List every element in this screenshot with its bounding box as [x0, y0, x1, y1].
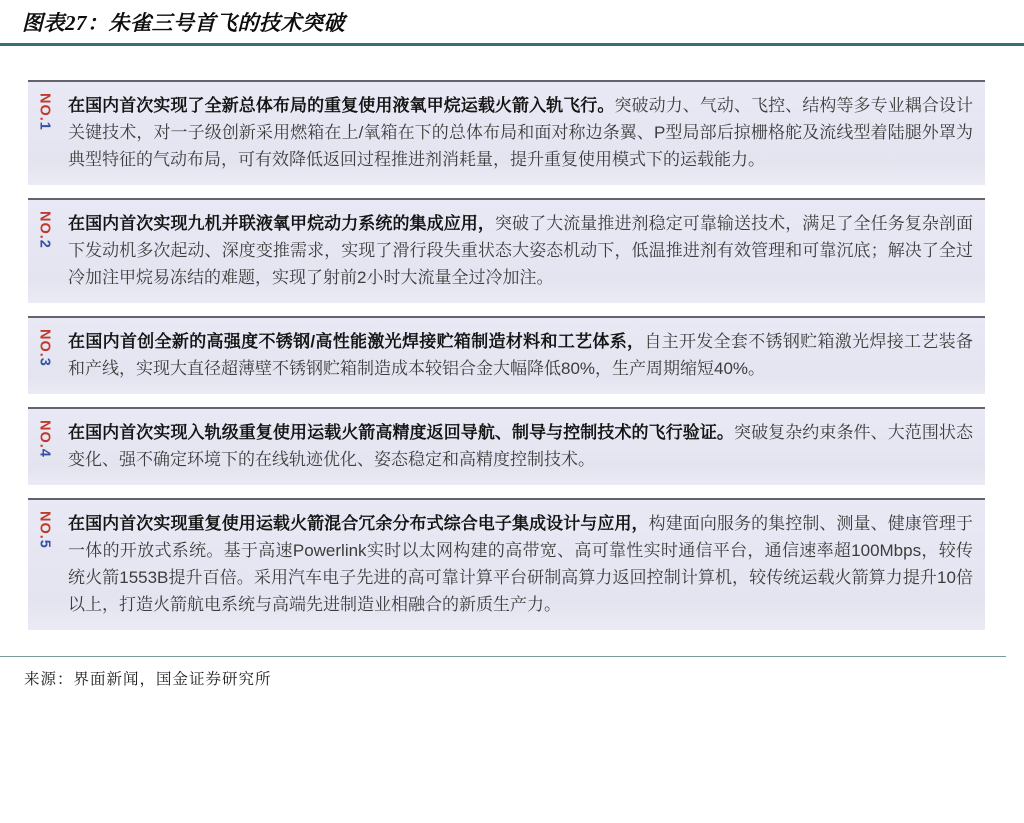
figure-header: [0, 0, 1024, 46]
breakthrough-panel-1: [28, 80, 985, 185]
panel-5-text: [68, 510, 973, 618]
no-badge-prefix: NO.: [36, 420, 53, 449]
figure-title: 图表27：朱雀三号首飞的技术突破: [22, 11, 345, 35]
no-badge-number: 3: [36, 357, 53, 367]
panel-1-lead-sentence: 在国内首次实现了全新总体布局的重复使用液氧甲烷运载火箭入轨飞行。: [68, 96, 615, 115]
breakthrough-panel-2: [28, 198, 985, 303]
no-badge-number: 1: [36, 121, 53, 131]
panel-1-body-text: 突破动力、气动、飞控、结构等多专业耦合设计关键技术，对一子级创新采用燃箱在上/氧箱在下的总体布局和面对称边条翼、P型局部后掠栅格舵及流线型着陆腿外罩为典型特征的气动布局，可有效降低返回过程推进剂消耗量，提升重复使用模式下的运载能力。: [68, 96, 974, 169]
panel-4-lead-sentence: 在国内首次实现入轨级重复使用运载火箭高精度返回导航、制导与控制技术的飞行验证。: [68, 423, 734, 442]
no-badge-prefix: NO.: [36, 511, 53, 540]
panel-5-lead-sentence: 在国内首次实现重复使用运载火箭混合冗余分布式综合电子集成设计与应用，: [68, 514, 649, 533]
panel-3-text: [68, 328, 973, 382]
panel-2-text: [68, 210, 973, 291]
no-4-badge: [37, 420, 52, 458]
panel-1-text: [68, 92, 973, 173]
no-1-badge: [37, 93, 52, 131]
breakthrough-panel-5: [28, 498, 985, 630]
no-badge-number: 2: [36, 239, 53, 249]
breakthrough-panel-3: [28, 316, 985, 394]
breakthrough-panels: [28, 80, 985, 630]
no-3-badge: [37, 329, 52, 367]
breakthrough-panel-4: [28, 407, 985, 485]
source-note: 来源：界面新闻，国金证券研究所: [24, 671, 272, 688]
no-5-badge: [37, 511, 52, 549]
panel-3-body-text: 自主开发全套不锈钢贮箱激光焊接工艺装备和产线，实现大直径超薄壁不锈钢贮箱制造成本较铝合金大幅降低80%，生产周期缩短40%。: [68, 332, 973, 378]
panel-4-text: [68, 419, 973, 473]
no-badge-prefix: NO.: [36, 93, 53, 122]
no-badge-number: 4: [36, 448, 53, 458]
no-2-badge: [37, 211, 52, 249]
no-badge-number: 5: [36, 539, 53, 549]
no-badge-prefix: NO.: [36, 211, 53, 240]
panel-2-lead-sentence: 在国内首次实现九机并联液氧甲烷动力系统的集成应用，: [68, 214, 495, 233]
panel-4-body-text: 突破复杂约束条件、大范围状态变化、强不确定环境下的在线轨迹优化、姿态稳定和高精度控制技术。: [68, 423, 973, 469]
no-badge-prefix: NO.: [36, 329, 53, 358]
panel-5-body-text: 构建面向服务的集控制、测量、健康管理于一体的开放式系统。基于高速Powerlink实时以太网构建的高带宽、高可靠性实时通信平台，通信速率超100Mbps，较传统火箭1553B提升百倍。采用汽车电子先进的高可靠计算平台研制高算力返回控制计算机，较传统运载火箭算力提升10倍以上，打造火箭航电系统与高端先进制造业相融合的新质生产力。: [68, 514, 974, 614]
panel-2-body-text: 突破了大流量推进剂稳定可靠输送技术，满足了全任务复杂剖面下发动机多次起动、深度变推需求，实现了滑行段失重状态大姿态机动下，低温推进剂有效管理和可靠沉底；解决了全过冷加注甲烷易冻结的难题，实现了射前2小时大流量全过冷加注。: [68, 214, 973, 287]
panel-3-lead-sentence: 在国内首创全新的高强度不锈钢/高性能激光焊接贮箱制造材料和工艺体系，: [68, 332, 645, 351]
